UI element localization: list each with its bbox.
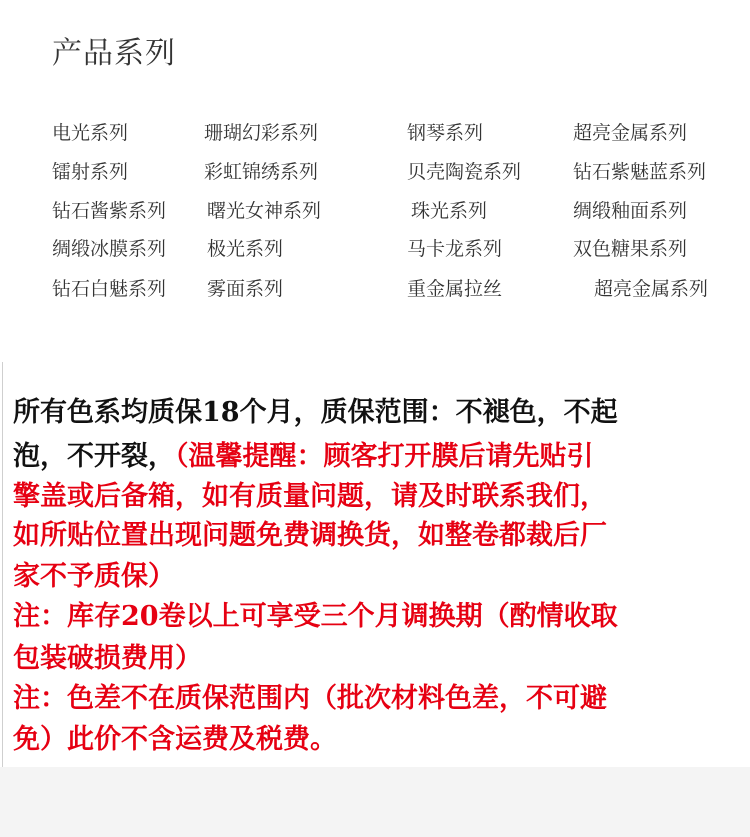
warranty-notice [2,362,749,767]
series-item: 钻石紫魅蓝系列 [573,161,707,183]
notice-line: 注：色差不在质保范围内（批次材料色差，不可避 [13,683,607,714]
notice-line-red: （温馨提醒：顾客打开膜后请先贴引 [175,441,594,472]
series-item: 电光系列 [52,122,129,144]
series-item: 钻石白魅系列 [52,278,167,300]
series-item: 重金属拉丝 [407,278,503,300]
series-item: 珠光系列 [411,200,488,222]
series-item: 钻石酱紫系列 [52,200,167,222]
bottom-band [0,767,750,837]
series-item: 贝壳陶瓷系列 [407,161,522,183]
notice-line-black: 泡，不开裂， [13,441,175,472]
series-item: 绸缎冰膜系列 [52,238,167,260]
series-item: 雾面系列 [207,278,284,300]
notice-line: 注：库存20卷以上可享受三个月调换期（酌情收取 [13,601,618,632]
notice-line: 免）此价不含运费及税费。 [13,724,337,755]
series-grid [0,0,750,330]
notice-line: 如所贴位置出现问题免费调换货，如整卷都裁后厂 [13,520,607,551]
series-item: 马卡龙系列 [407,238,503,260]
series-item: 镭射系列 [52,161,129,183]
series-item: 超亮金属系列 [573,122,688,144]
page-title: 产品系列 [52,36,176,71]
notice-line: 擎盖或后备箱，如有质量问题，请及时联系我们， [13,481,607,512]
series-item: 超亮金属系列 [594,278,709,300]
series-item: 双色糖果系列 [573,238,688,260]
series-item: 曙光女神系列 [207,200,322,222]
notice-line: 所有色系均质保18个月，质保范围：不褪色，不起 [13,397,618,428]
series-item: 极光系列 [207,238,284,260]
series-item: 珊瑚幻彩系列 [204,122,319,144]
notice-line: 包装破损费用） [13,643,202,674]
series-item: 钢琴系列 [407,122,484,144]
notice-line [13,439,594,475]
notice-line: 家不予质保） [13,561,175,592]
series-item: 绸缎釉面系列 [573,200,688,222]
series-item: 彩虹锦绣系列 [204,161,319,183]
